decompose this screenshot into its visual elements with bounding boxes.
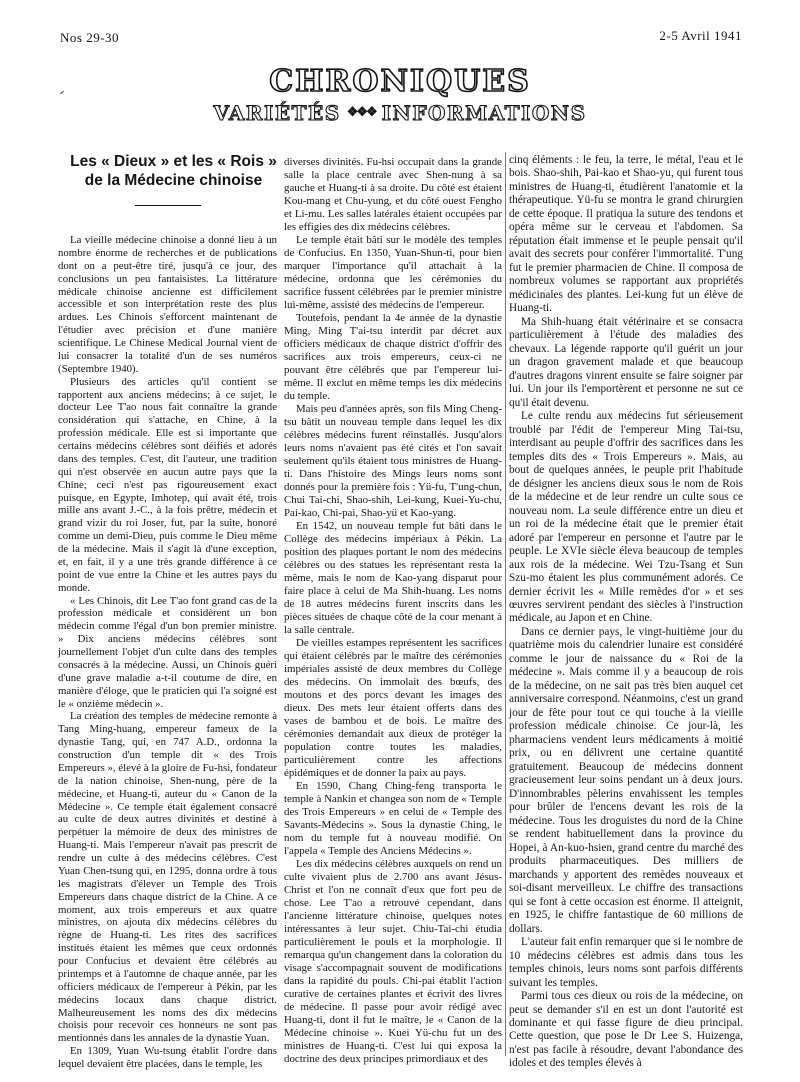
paragraph: Toutefois, pendant la 4e année de la dynastie Ming, Ming T'ai-tsu interdit par décret aux officiers médicaux de chaque district d'offrir des sacrifices aux trois empereurs, ceux-ci ne pouvant être célébrés que par l'empereur lui-même. Il exclut en même temps les dix médecins du temple. (284, 312, 502, 402)
paragraph: L'auteur fait enfin remarquer que si le nombre de 10 médecins célèbres est admis dans tous les temples chinois, leurs noms sont parfois différents suivant les temples. (509, 936, 743, 989)
paragraph: Plusieurs des articles qu'il contient se rapportent aux anciens médecins; à ce sujet, le docteur Lee T'ao nous fait connaître la grande considération qui s'attache, en Chine, à la profession médicale. Elle est si importante que certains médecins célèbres sont déifiés et adorés dans des temples. C'est, dit l'auteur, une tradition qui n'est observée en aucun autre pays que la Chine; ceci n'est pas rigoureusement exact puisque, en Egypte, Imhotep, qui avait été, trois mille ans avant J.-C., à la fois prêtre, médecin et grand vizir du roi Joser, fut, par la suite, honoré comme un demi-Dieu, puis comme le Dieu même de la médecine. Mais il s'agit là d'une exception, et, en fait, il y a une très grande différence à ce point de vue entre la Chine et les autres pays du monde. (58, 375, 277, 594)
paragraph: Mais peu d'années après, son fils Ming Cheng-tsu bâtit un nouveau temple dans lequel les dix célèbres médecins furent réinstallés. Jusqu'alors leurs noms n'avaient pas été cités et l'on savait seulement qu'ils étaient tous ministres de Huang-ti. Dans l'histoire des Mings leurs noms sont donnés pour la première fois : Yü-fu, T'ung-chun, Chui Tai-chi, Shao-shih, Lei-kung, Kuei-Yu-chu, Pai-kao, Chi-pai, Shao-yü et Kao-yang. (284, 403, 502, 519)
issue-date: 2-5 Avril 1941 (659, 28, 742, 43)
paragraph: Parmi tous ces dieux ou rois de la médecine, on peut se demander s'il en est un dont l'autorité est dominante et qui fasse figure de dieu principal. Cette question, que pose le Dr Lee S. Huizenga, n'est pas facile à résoudre, devant l'abondance des idoles et des temples élevés à (509, 990, 743, 1070)
paragraph: La vieille médecine chinoise a donné lieu à un nombre énorme de recherches et de publications dont on a peut-être tiré, jusqu'à ce jour, des conclusions un peu fantaisistes. La littérature médicale chinoise ancienne est difficilement accessible et son interprétation reste des plus ardues. Les Chinois s'efforcent maintenant de l'étudier avec précision et d'une manière scientifique. Le Chinese Medical Journal vient de lui consacrer la totalité d'un de ses numéros (Septembre 1940). (58, 234, 277, 375)
section-title: CHRONIQUES (269, 64, 531, 99)
paragraph: Dans ce dernier pays, le vingt-huitième jour du quatrième mois du calendrier lunaire est considéré comme le jour de naissance du « Roi de la médecine ». Mais comme il y a beaucoup de rois de la médecine, on ne sait pas très bien auquel cet anniversaire correspond. Néanmoins, c'est un grand jour de fête pour tout ce qui touche à la vieille profession médicale chinoise. Ce jour-là, les pharmaciens vendent leurs médicaments à moitié prix, ou en délivrent une certaine quantité gratuitement. Beaucoup de médecins donnent gracieusement leur soins pendant un à deux jours. D'innombrables pèlerins envahissent les temples pour brûler de l'encens devant les rois de la médecine. Tous les droguistes du nord de la Chine se rendent habituellement dans la province du Hopei, à An-kuo-hsien, grand centre du marché des produits pharmaceutiques. Des milliers de marchands y apportent des remèdes nouveaux et soi-disant merveilleux. Le chiffre des transactions qui se font à cette occasion est énorme. Il atteignit, en 1925, le chiffre fantastique de 60 millions de dollars. (509, 625, 743, 935)
paragraph: De vieilles estampes représentent les sacrifices qui étaient célébrés par le maître des cérémonies impériales assisté de deux membres du Collège des médecins. On immolait des bœufs, des moutons et des porcs devant les images des dieux. Des mets leur étaient offerts dans des vases de bambou et de bois. Le maître des cérémonies demandait aux dieux de protéger la population contre toutes les maladies, particulièrement contre les affections épidémiques et de donner la paix au pays. (284, 637, 502, 779)
article-title-line-1: Les « Dieux » et les « Rois » (70, 153, 277, 170)
paragraph: La création des temples de médecine remonte à Tang Ming-huang, empereur fameux de la dynastie Tang, qui, en 747 A.D., ordonna la construction d'un temple dit « des Trois Empereurs », élevé à la gloire de Fu-hsi, fondateur de la nation chinoise, Shen-nung, père de la médecine, et Huang-ti, auteur du « Canon de la Médecine ». Ce temple était également consacré au culte de deux autres divinités et destiné à perpétuer la mémoire de deux des ministres de Huang-ti. Mais l'empereur n'avait pas prescrit de rendre un culte à des médecins célèbres. C'est Yuan Chen-tsung qui, en 1295, donna ordre à tous les magistrats d'élever un Temple des Trois Empereurs dans chaque district de la Chine. A ce moment, aux trois empereurs et aux quatre ministres, on ajouta dix médecins célèbres du règne de Huang-ti. Les rites des sacrifices institués étaient les mêmes que ceux ordonnés pour Confucius et devaient être célébrés au printemps et à l'automne de chaque année, par les officiers médicaux de l'empereur à Pékin, par les médecins locaux dans chaque district. Malheureusement les noms des dix médecins choisis pour recevoir ces honneurs ne sont pas mentionnés dans les annales de la dynastie Yuan. (58, 710, 277, 1045)
column-3 (509, 154, 743, 1071)
paragraph: Le culte rendu aux médecins fut sérieusement troublé par l'édit de l'empereur Ming Tai-tsu, interdisant au peuple d'offrir des sacrifices dans les temples dits des « Trois Empereurs ». Mais, au bout de quelques années, le peuple prit l'habitude de désigner les anciens dieux sous le nom de Rois de la médecine et de leur rendre un culte sous ce nouveau nom. La seule différence entre un dieu et un roi de la médecine était que le premier était adoré par l'empereur en personne et l'autre par le peuple. Le XVIe siècle éleva beaucoup de temples aux rois de la médecine. Wei Tzu-Tsang et Sun Szu-mo étaient les plus communément adorés. Ce dernier écrivit les « Mille remèdes d'or » et ses œuvres servirent pendant des siècles à l'instruction médicale, au Japon et en Chine. (509, 410, 743, 625)
section-subtitle (0, 99, 800, 125)
article-title-line-2: de la Médecine chinoise (84, 172, 263, 189)
ornament-icon: ❖❖❖ (346, 105, 376, 120)
paragraph: diverses divinités. Fu-hsi occupait dans la grande salle la place centrale avec Shen-nung à sa gauche et Huang-ti à sa droite. Du côté est étaient Kou-mang et Chu-yung, et du côté ouest Fengho et Li-mu. Les salles latérales étaient occupées par les effigies des dix médecins célèbres. (284, 156, 502, 233)
paragraph: En 1590, Chang Ching-feng transporta le temple à Nankin et changea son nom de « Temple des Trois Empereurs » en celui de « Temple des Savants-Médecins ». Sous la dynastie Ching, le nom du temple fut à nouveau modifié. On l'appela « Temple des Anciens Médecins ». (284, 780, 502, 857)
subtitle-right: INFORMATIONS (381, 100, 587, 125)
issue-number: Nos 29-30 (60, 30, 120, 45)
column-divider (505, 152, 506, 1056)
paragraph: Les dix médecins célèbres auxquels on rend un culte vivaient plus de 2.700 ans avant Jésus-Christ et l'on ne connaît d'eux que fort peu de chose. Lee T'ao a retrouvé cependant, dans l'ancienne littérature chinoise, quelques notes intéressantes à leur sujet. Chiu-Tai-chi étudia particulièrement le pouls et la morphologie. Il remarqua qu'un changement dans la coloration du visage s'accompagnait souvent de modifications dans la rapidité du pouls. Chi-pai établit l'action curative de certaines plantes et écrivit des livres de médecine. Il passe pour avoir rédigé avec Huang-ti, dont il fut le maître, le « Canon de la Médecine chinoise ». Kuei Yü-chu fut un des ministres de Huang-ti. C'est lui qui exposa la doctrine des deux principes primordiaux et des (284, 858, 502, 1065)
subtitle-left: VARIÉTÉS (213, 100, 341, 125)
paragraph: Ma Shih-huang était vétérinaire et se consacra particulièrement à l'étude des maladies des chevaux. La légende rapporte qu'il guérit un jour un dragon gravement malade et que beaucoup d'autres dragons vinrent ensuite se faire soigner par lui. Un jour ils l'emportèrent et personne ne sut ce qu'il était devenu. (509, 315, 743, 409)
paragraph: Le temple était bâti sur le modèle des temples de Confucius. En 1350, Yuan-Shun-ti, pour bien marquer l'importance qu'il attachait à la médecine, ordonna que les cérémonies du sacrifice fussent célébrées par le premier ministre lui-même, assisté des médecins de l'empereur. (284, 234, 502, 311)
paragraph: « Les Chinois, dit Lee T'ao font grand cas de la profession médicale et considèrent un bon médecin comme l'égal d'un bon premier ministre. » Dix anciens médecins célèbres sont journellement l'objet d'un culte dans des temples consacrés à la médecine. Aussi, un Chinois guéri d'une grave maladie a-t-il coutume de dire, en manière d'éloge, que le praticien qui l'a soigné est le « onzième médecin ». (58, 594, 277, 710)
title-rule (135, 205, 201, 206)
column-1 (58, 152, 277, 1071)
column-2 (284, 156, 502, 1066)
paragraph: En 1542, un nouveau temple fut bâti dans le Collège des médecins impériaux à Pékin. La position des plaques portant le nom des médecins célèbres ou des statues les représentant resta la même, mais le nom de Kao-yang disparut pour faire place à celui de Ma Shih-huang. Les noms de 18 autres médecins furent inscrits dans les pièces situées de chaque côté de la cour menant à la salle centrale. (284, 520, 502, 636)
paragraph: En 1309, Yuan Wu-tsung établit l'ordre dans lequel devaient être placées, dans le temple, les (58, 1045, 277, 1070)
paragraph: cinq éléments : le feu, la terre, le métal, l'eau et le bois. Shao-shih, Pai-kao et Shao-yu, qui furent tous ministres de Huang-ti, étudièrent l'anatomie et la thérapeutique. Yü-fu se montra le grand chirurgien de cette époque. Il pratiqua la suture des tendons et opéra même sur le cerveau et l'abdomen. Sa réputation était immense et le peuple pensait qu'il avait des secrets pour conférer l'immortalité. T'ung fut le premier pharmacien de Chine. Il composa de nombreux volumes se rapportant aux propriétés médicinales des plantes. Lei-kung fut un élève de Huang-ti. (509, 154, 743, 315)
